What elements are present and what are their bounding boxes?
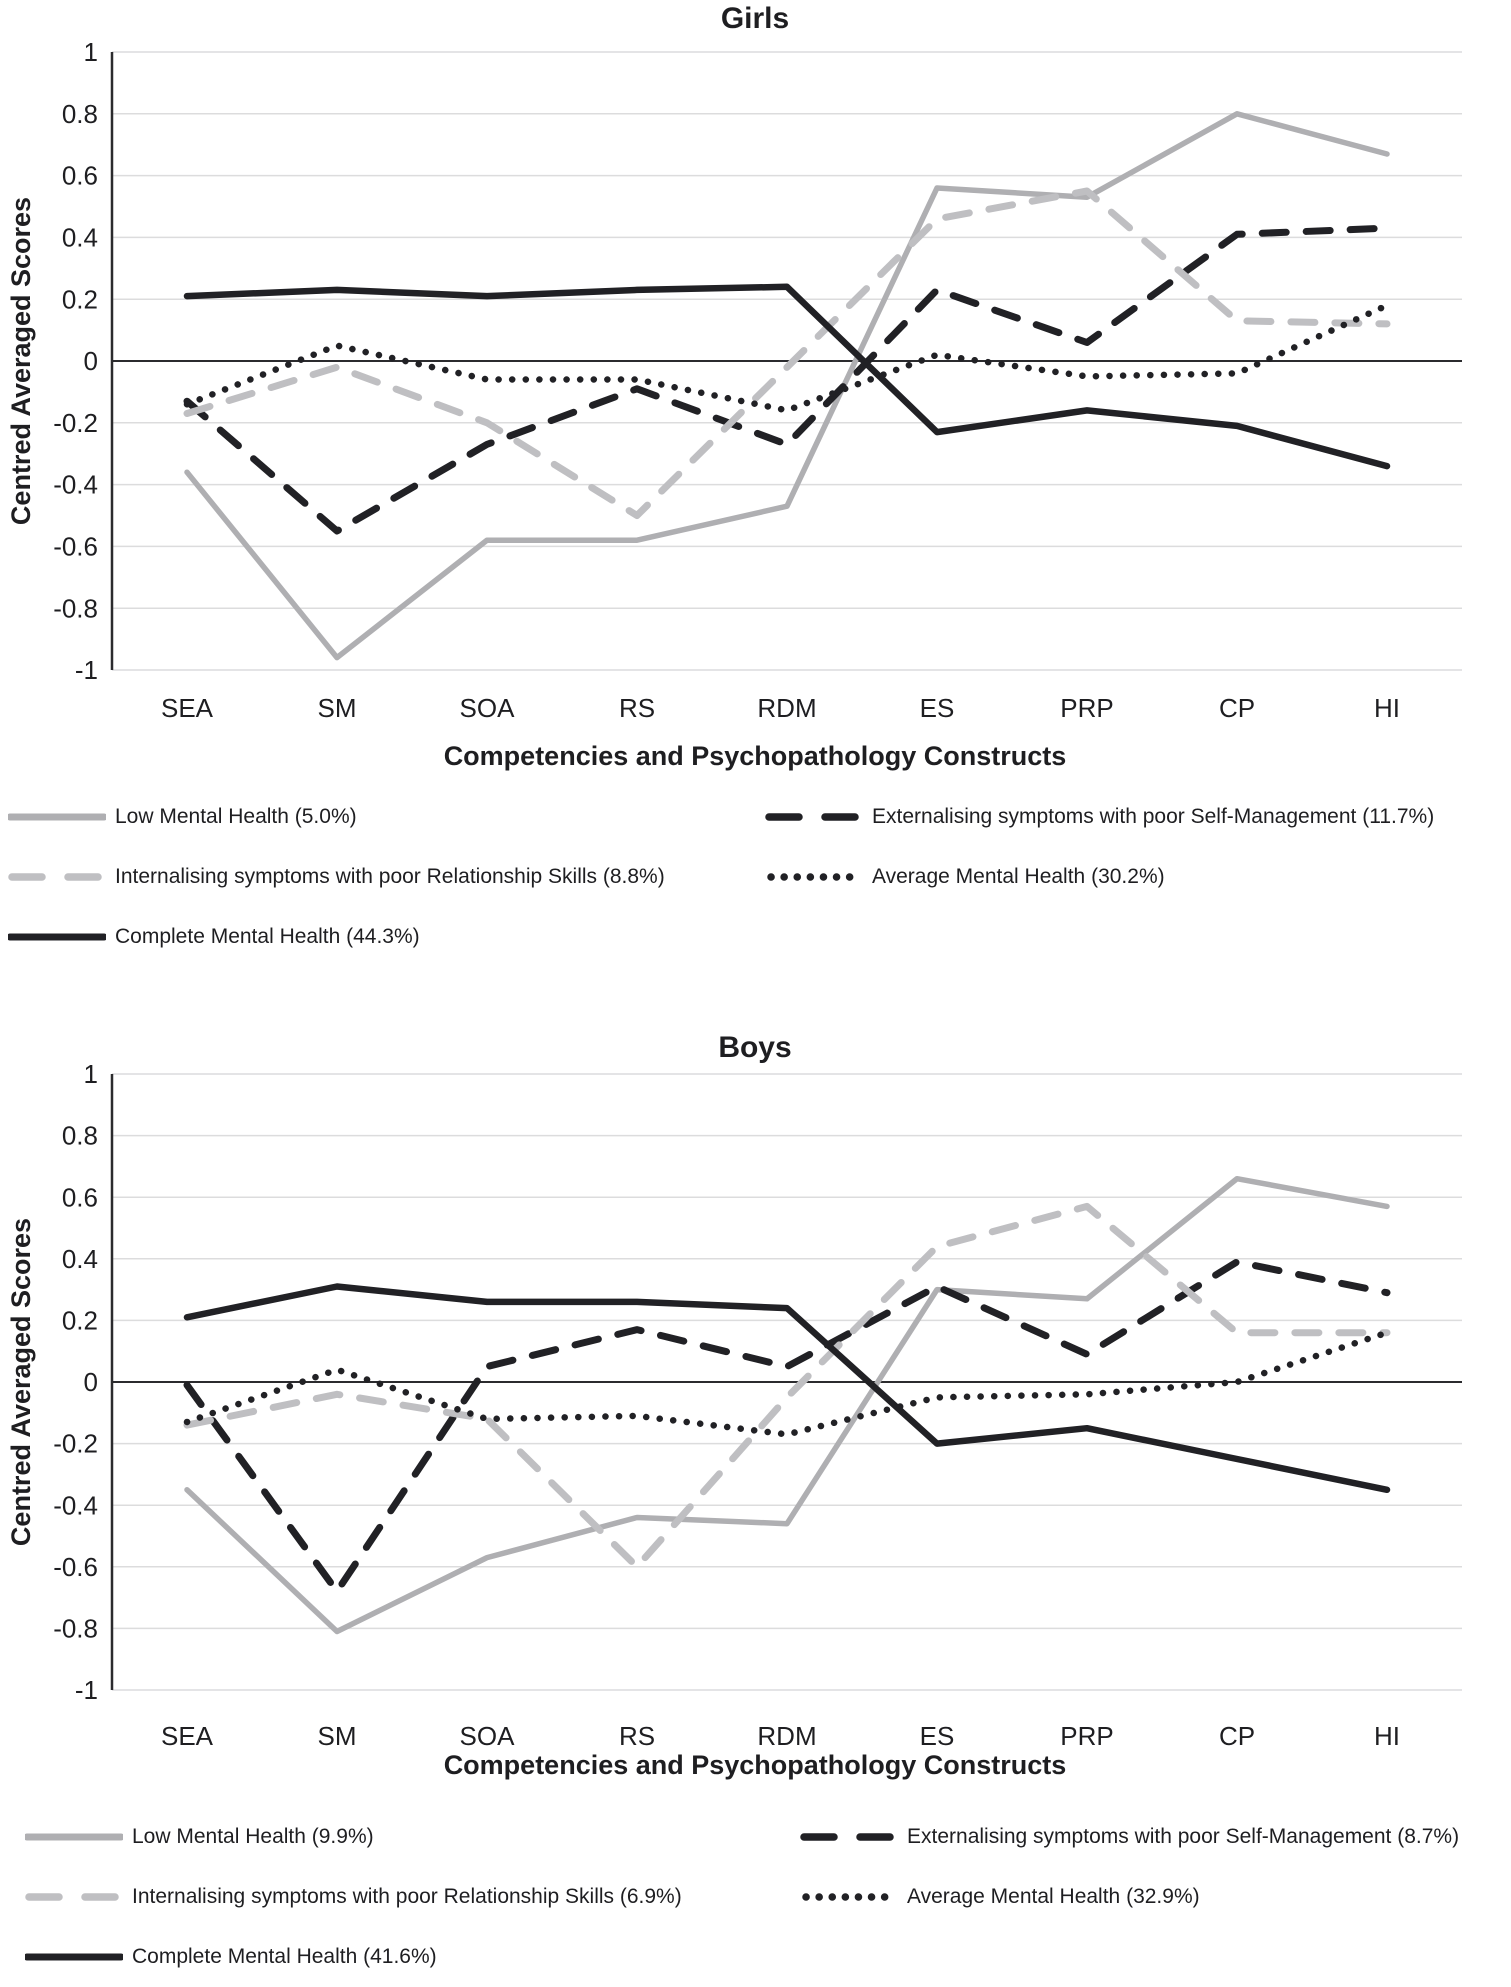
boys-category-SEA: SEA — [160, 1721, 214, 1751]
boys-legend-externalising-poor-self-management-sample-line — [800, 1830, 898, 1844]
boys-category-HI: HI — [1374, 1721, 1400, 1751]
girls-legend-internalising-poor-relationship-skills-sample-line — [8, 870, 106, 884]
boys-legend-complete-mental-health-label: Complete Mental Health (41.6%) — [132, 1945, 437, 1969]
boys-legend-low-mental-health-label: Low Mental Health (9.9%) — [132, 1825, 374, 1849]
girls-category-HI: HI — [1374, 693, 1400, 723]
boys-series-low-mental-health-line — [187, 1179, 1387, 1632]
boys-category-CP: CP — [1218, 1721, 1256, 1751]
girls-ytick-0.4: 0.4 — [61, 222, 98, 253]
girls-legend-low-mental-health-label: Low Mental Health (5.0%) — [115, 805, 357, 829]
boys-ytick-0.8: 0.8 — [61, 1120, 98, 1151]
girls-legend-average-mental-health-label: Average Mental Health (30.2%) — [872, 865, 1165, 889]
boys-legend-item-complete-mental-health — [25, 1945, 437, 1968]
girls-ytick--0.4: -0.4 — [53, 469, 98, 500]
boys-legend-row — [25, 1927, 1511, 1987]
girls-category-PRP: PRP — [1060, 693, 1114, 723]
boys-ytick-1: 1 — [83, 1059, 98, 1090]
girls-legend-item-internalising-poor-relationship-skills — [8, 865, 765, 888]
girls-y-axis-label: Centred Averaged Scores — [6, 196, 36, 526]
girls-legend-row — [8, 847, 1511, 907]
boys-legend — [0, 1800, 1511, 1981]
boys-legend-average-mental-health-label: Average Mental Health (32.9%) — [907, 1885, 1200, 1909]
girls-ytick-1: 1 — [83, 37, 98, 68]
boys-legend-item-internalising-poor-relationship-skills — [25, 1885, 800, 1908]
boys-legend-internalising-poor-relationship-skills-label: Internalising symptoms with poor Relationship Skills (6.9%) — [132, 1885, 682, 1909]
girls-ytick--0.8: -0.8 — [53, 593, 98, 624]
boys-legend-complete-mental-health-sample-line — [25, 1950, 123, 1964]
boys-category-SOA: SOA — [459, 1721, 515, 1751]
girls-title: Girls — [720, 2, 790, 35]
girls-category-SOA: SOA — [459, 693, 515, 723]
girls-ytick-0: 0 — [83, 346, 98, 377]
girls-ytick--1: -1 — [74, 655, 98, 686]
girls-ytick-0.6: 0.6 — [61, 160, 98, 191]
girls-category-CP: CP — [1218, 693, 1256, 723]
boys-legend-externalising-poor-self-management-label: Externalising symptoms with poor Self-Management (8.7%) — [907, 1825, 1460, 1849]
boys-ytick-0.4: 0.4 — [61, 1243, 98, 1274]
boys-ytick--0.8: -0.8 — [53, 1613, 98, 1644]
boys-plot — [0, 960, 1511, 1800]
boys-legend-item-average-mental-health — [800, 1885, 1200, 1908]
girls-category-SM: SM — [317, 693, 357, 723]
boys-ytick--1: -1 — [74, 1675, 98, 1706]
boys-category-PRP: PRP — [1060, 1721, 1114, 1751]
girls-legend-complete-mental-health-sample-line — [8, 930, 106, 944]
girls-plot — [0, 0, 1511, 775]
boys-ytick-0: 0 — [83, 1367, 98, 1398]
girls-category-RDM: RDM — [757, 693, 817, 723]
girls-legend-row — [8, 907, 1511, 967]
girls-legend-item-low-mental-health — [8, 805, 765, 828]
boys-ytick-0.2: 0.2 — [61, 1305, 98, 1336]
girls-legend-item-externalising-poor-self-management — [765, 805, 1434, 828]
boys-legend-internalising-poor-relationship-skills-sample-line — [25, 1890, 123, 1904]
boys-legend-average-mental-health-sample-line — [800, 1890, 898, 1904]
girls-ytick--0.6: -0.6 — [53, 531, 98, 562]
boys-series-complete-mental-health-line — [187, 1287, 1387, 1490]
girls-category-SEA: SEA — [160, 693, 214, 723]
girls-legend-complete-mental-health-label: Complete Mental Health (44.3%) — [115, 925, 420, 949]
boys-chart-panel — [0, 960, 1511, 1981]
girls-legend-externalising-poor-self-management-sample-line — [765, 810, 863, 824]
boys-legend-item-externalising-poor-self-management — [800, 1825, 1459, 1848]
girls-legend-item-average-mental-health — [765, 865, 1165, 888]
boys-category-ES: ES — [919, 1721, 955, 1751]
girls-chart-panel — [0, 0, 1511, 960]
boys-y-axis-label: Centred Averaged Scores — [6, 1217, 36, 1547]
boys-title: Boys — [718, 1031, 792, 1064]
girls-ytick-0.2: 0.2 — [61, 284, 98, 315]
girls-legend-internalising-poor-relationship-skills-label: Internalising symptoms with poor Relationship Skills (8.8%) — [115, 865, 665, 889]
boys-x-axis-label: Competencies and Psychopathology Constructs — [443, 1750, 1067, 1780]
girls-legend-item-complete-mental-health — [8, 925, 420, 948]
boys-legend-row — [25, 1807, 1511, 1867]
boys-ytick--0.6: -0.6 — [53, 1551, 98, 1582]
boys-category-RDM: RDM — [757, 1721, 817, 1751]
girls-category-RS: RS — [618, 693, 656, 723]
boys-series-average-mental-health-line — [187, 1333, 1387, 1435]
girls-ytick--0.2: -0.2 — [53, 407, 98, 438]
boys-category-SM: SM — [317, 1721, 357, 1751]
boys-ytick--0.4: -0.4 — [53, 1490, 98, 1521]
boys-ytick--0.2: -0.2 — [53, 1428, 98, 1459]
girls-series-average-mental-health-line — [187, 305, 1387, 410]
girls-series-low-mental-health-line — [187, 114, 1387, 658]
girls-x-axis-label: Competencies and Psychopathology Constructs — [443, 741, 1067, 771]
boys-category-RS: RS — [618, 1721, 656, 1751]
girls-legend-average-mental-health-sample-line — [765, 870, 863, 884]
girls-category-ES: ES — [919, 693, 955, 723]
boys-legend-low-mental-health-sample-line — [25, 1830, 123, 1844]
girls-legend-row — [8, 787, 1511, 847]
girls-legend — [0, 775, 1511, 960]
girls-ytick-0.8: 0.8 — [61, 98, 98, 129]
boys-legend-row — [25, 1867, 1511, 1927]
girls-legend-externalising-poor-self-management-label: Externalising symptoms with poor Self-Management (11.7%) — [872, 805, 1435, 829]
girls-legend-low-mental-health-sample-line — [8, 810, 106, 824]
boys-legend-item-low-mental-health — [25, 1825, 800, 1848]
boys-series-internalising-poor-relationship-skills-line — [187, 1206, 1387, 1566]
boys-ytick-0.6: 0.6 — [61, 1182, 98, 1213]
